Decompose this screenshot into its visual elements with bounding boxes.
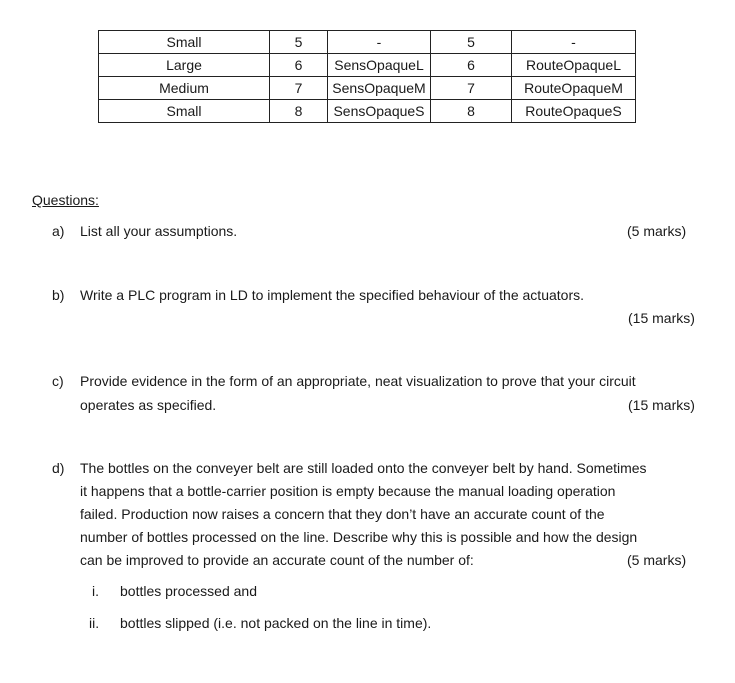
table-cell-number: 5 bbox=[270, 31, 328, 54]
table-cell-number: 5 bbox=[431, 31, 512, 54]
table-cell-size: Large bbox=[99, 54, 270, 77]
question-d-line4: number of bottles processed on the line. Describe why this is possible and how the design bbox=[80, 529, 638, 545]
question-d-sub-i-text: bottles processed and bbox=[120, 583, 257, 599]
table-cell-size: Medium bbox=[99, 77, 270, 100]
question-d-sub-i-number: i. bbox=[92, 583, 99, 599]
table-row bbox=[99, 31, 636, 54]
question-d-letter: d) bbox=[52, 460, 65, 476]
table-cell-number: 7 bbox=[431, 77, 512, 100]
question-d-marks: (5 marks) bbox=[627, 552, 687, 568]
table-cell-size: Small bbox=[99, 100, 270, 123]
table-cell-sensor: SensOpaqueL bbox=[328, 54, 431, 77]
table-cell-number: 8 bbox=[270, 100, 328, 123]
table-cell-number: 6 bbox=[270, 54, 328, 77]
table-cell-number: 8 bbox=[431, 100, 512, 123]
question-d-line2: it happens that a bottle-carrier position is empty because the manual loading operation bbox=[80, 483, 616, 499]
question-c-line1: Provide evidence in the form of an appropriate, neat visualization to prove that your circuit bbox=[80, 373, 636, 389]
question-d-line5: can be improved to provide an accurate count of the number of: bbox=[80, 552, 474, 568]
question-a-text: List all your assumptions. bbox=[80, 223, 238, 239]
question-b-letter: b) bbox=[52, 287, 65, 303]
table-cell-actuator: RouteOpaqueS bbox=[512, 100, 636, 123]
table-row bbox=[99, 54, 636, 77]
question-a-letter: a) bbox=[52, 223, 65, 239]
table-cell-sensor: SensOpaqueM bbox=[328, 77, 431, 100]
question-b-marks: (15 marks) bbox=[628, 310, 695, 326]
question-c-line2: operates as specified. bbox=[80, 397, 217, 413]
questions-heading: Questions: bbox=[32, 192, 99, 208]
assignment-table bbox=[98, 30, 636, 123]
table-cell-actuator: RouteOpaqueM bbox=[512, 77, 636, 100]
table-cell-actuator: RouteOpaqueL bbox=[512, 54, 636, 77]
question-c-letter: c) bbox=[52, 373, 64, 389]
table-cell-sensor: SensOpaqueS bbox=[328, 100, 431, 123]
table-cell-number: 6 bbox=[431, 54, 512, 77]
question-d-sub-ii-number: ii. bbox=[89, 615, 100, 631]
table-row bbox=[99, 100, 636, 123]
question-d-line1: The bottles on the conveyer belt are still loaded onto the conveyer belt by hand. Sometimes bbox=[80, 460, 647, 476]
table-cell-actuator: - bbox=[512, 31, 636, 54]
table-row bbox=[99, 77, 636, 100]
question-c-marks: (15 marks) bbox=[628, 397, 695, 413]
table-cell-sensor: - bbox=[328, 31, 431, 54]
question-d-sub-ii-text: bottles slipped (i.e. not packed on the line in time). bbox=[120, 615, 432, 631]
question-a-marks: (5 marks) bbox=[627, 223, 687, 239]
question-b-text: Write a PLC program in LD to implement the specified behaviour of the actuators. bbox=[80, 287, 584, 303]
table-cell-number: 7 bbox=[270, 77, 328, 100]
question-d-line3: failed. Production now raises a concern that they don’t have an accurate count of the bbox=[80, 506, 605, 522]
table-cell-size: Small bbox=[99, 31, 270, 54]
